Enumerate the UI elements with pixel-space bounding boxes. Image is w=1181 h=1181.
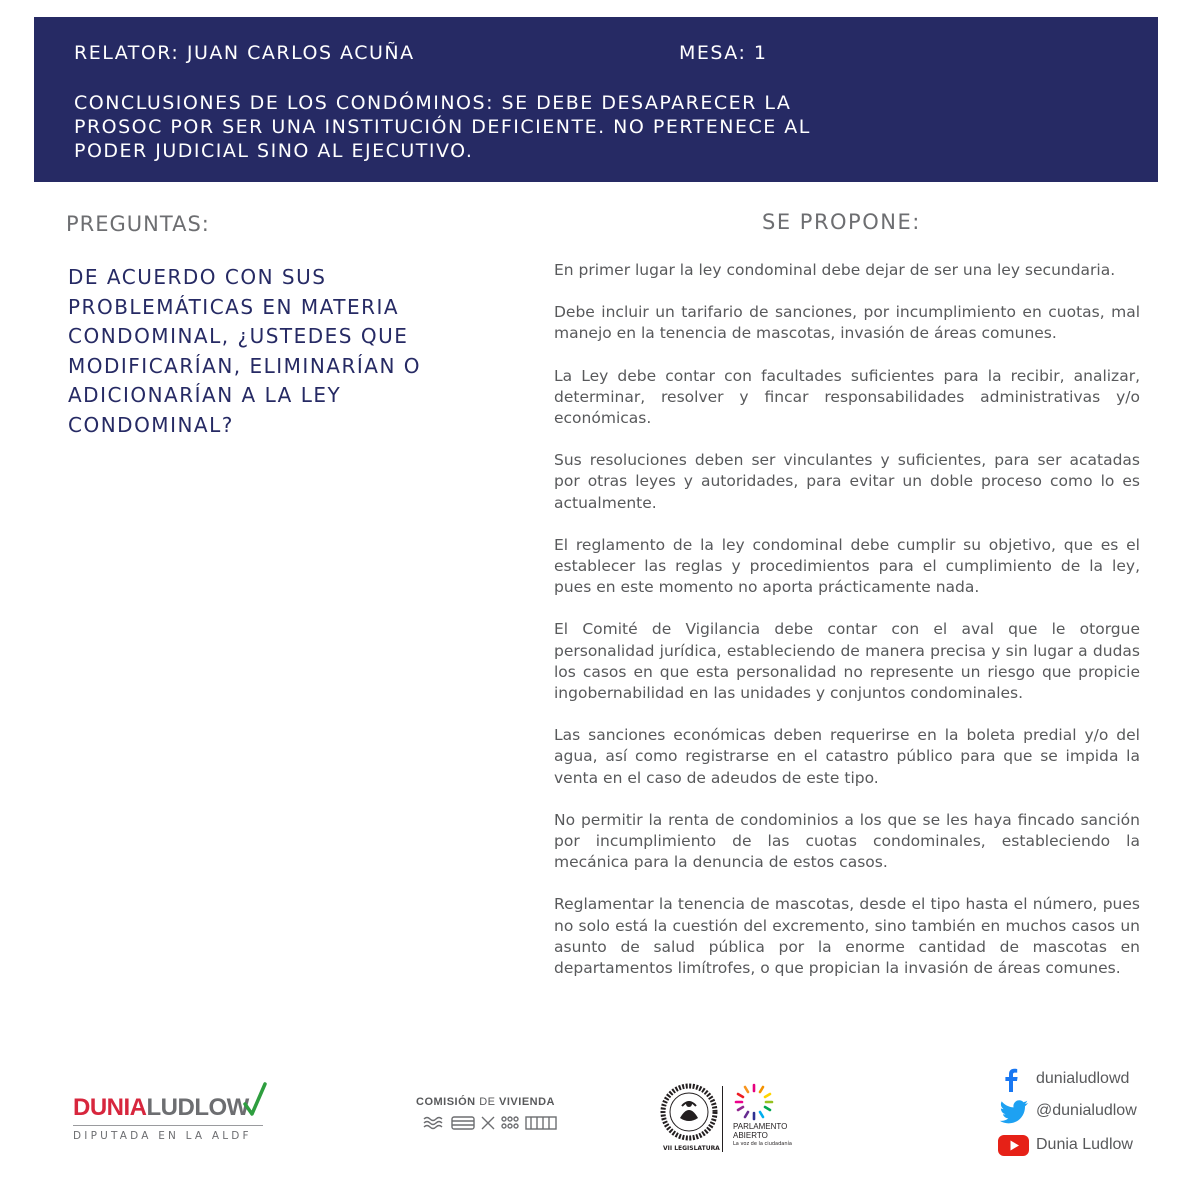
relator-label: RELATOR: JUAN CARLOS ACUÑA <box>74 42 415 64</box>
check-mark-icon <box>243 1082 267 1118</box>
preguntas-title: PREGUNTAS: <box>66 212 210 236</box>
logo-divider <box>73 1125 263 1126</box>
social-links <box>996 1060 1176 1170</box>
youtube-icon <box>998 1134 1030 1158</box>
comision-word-1: COMISIÓN <box>416 1096 476 1108</box>
facebook-icon <box>998 1068 1024 1092</box>
twitter-icon <box>998 1100 1030 1124</box>
comision-vivienda-logo <box>416 1096 576 1136</box>
facebook-link[interactable] <box>996 1066 1176 1094</box>
comision-word-2: DE <box>479 1096 496 1108</box>
parlamento-burst-icon <box>733 1082 775 1122</box>
proposal-item: La Ley debe contar con facultades suficientes para la recibir, analizar, determinar, resolver y fincar responsabilidades administrativas y/o económicas. <box>554 366 1140 428</box>
question-text: DE ACUERDO CON SUS PROBLEMÁTICAS EN MATERIA CONDOMINAL, ¿USTEDES QUE MODIFICARÍAN, ELIMINARÍAN O ADICIONARÍAN A LA LEY CONDOMINAL? <box>68 265 422 437</box>
proposal-item: El Comité de Vigilancia debe contar con el aval que le otorgue personalidad jurídica, estableciendo de manera precisa y sin lugar a dudas los casos en que esta personalidad no represente un riesgo que propicie ingobernabilidad en las unidades y conjuntos condominales. <box>554 620 1140 703</box>
proposal-item: Las sanciones económicas deben requerirse en la boleta predial y/o del agua, así como registrarse en el catastro público para que se impida la venta en el caso de adeudos de este tipo. <box>554 726 1140 787</box>
comision-word-3: VIVIENDA <box>499 1096 555 1108</box>
twitter-link[interactable] <box>996 1098 1176 1126</box>
proposal-item: El reglamento de la ley condominal debe cumplir su objetivo, que es el establecer las reglas y procedimientos para el cumplimiento de la ley, pues en este momento no aporta prácticamente nada. <box>554 535 1140 597</box>
comision-title <box>416 1096 555 1108</box>
se-propone-title: SE PROPONE: <box>762 210 921 234</box>
brand-first-name: DUNIA <box>73 1094 147 1121</box>
facebook-handle: dunialudlowd <box>1036 1070 1130 1087</box>
proposal-item: Debe incluir un tarifario de sanciones, por incumplimiento en cuotas, mal manejo en la tenencia de mascotas, invasión de áreas comunes. <box>554 303 1140 343</box>
asamblea-parlamento-logo <box>660 1082 800 1154</box>
proposal-item: Reglamentar la tenencia de mascotas, desde el tipo hasta el número, pues no solo está la cuestión del excremento, sino también en muchos casos un asunto de salud pública por la enorme cantidad de mascotas en departamentos limítrofes, o que propician la invasión de áreas comunes. <box>554 895 1140 978</box>
youtube-link[interactable] <box>996 1132 1176 1160</box>
brand-last-name: LUDLOW <box>146 1094 249 1121</box>
youtube-handle: Dunia Ludlow <box>1036 1136 1133 1153</box>
dunia-ludlow-wordmark <box>73 1094 249 1122</box>
asamblea-seal-icon <box>660 1082 718 1144</box>
twitter-handle: @dunialudlow <box>1036 1102 1137 1119</box>
proposals-list <box>554 260 1140 1000</box>
proposal-item: No permitir la renta de condominios a los que se les haya fincado sanción por incumplimiento de las cuotas condominales, estableciendo la mecánica para la denuncia de estos casos. <box>554 810 1140 872</box>
footer <box>0 1060 1181 1181</box>
comision-pictograms <box>422 1114 562 1132</box>
parlamento-line-1: PARLAMENTO <box>733 1122 788 1131</box>
conclusions-text: CONCLUSIONES DE LOS CONDÓMINOS: SE DEBE DESAPARECER LA PROSOC POR SER UNA INSTITUCIÓN DEFICIENTE. NO PERTENECE AL PODER JUDICIAL SINO AL EJECUTIVO. <box>74 92 811 162</box>
proposal-item: En primer lugar la ley condominal debe dejar de ser una ley secundaria. <box>554 261 1116 279</box>
parlamento-line-2: ABIERTO <box>733 1131 768 1140</box>
header-banner <box>34 17 1158 182</box>
mesa-label: MESA: 1 <box>679 42 768 64</box>
dunia-ludlow-logo <box>73 1090 273 1150</box>
logo-divider <box>722 1086 723 1152</box>
dunia-subtitle: DIPUTADA EN LA ALDF <box>73 1130 252 1142</box>
legislatura-label: VII LEGISLATURA <box>663 1145 720 1152</box>
proposal-item: Sus resoluciones deben ser vinculantes y suficientes, para ser acatadas por otras leyes y autoridades, para evitar un doble proceso como lo es actualmente. <box>554 451 1140 512</box>
parlamento-tagline: La voz de la ciudadanía <box>733 1141 792 1147</box>
